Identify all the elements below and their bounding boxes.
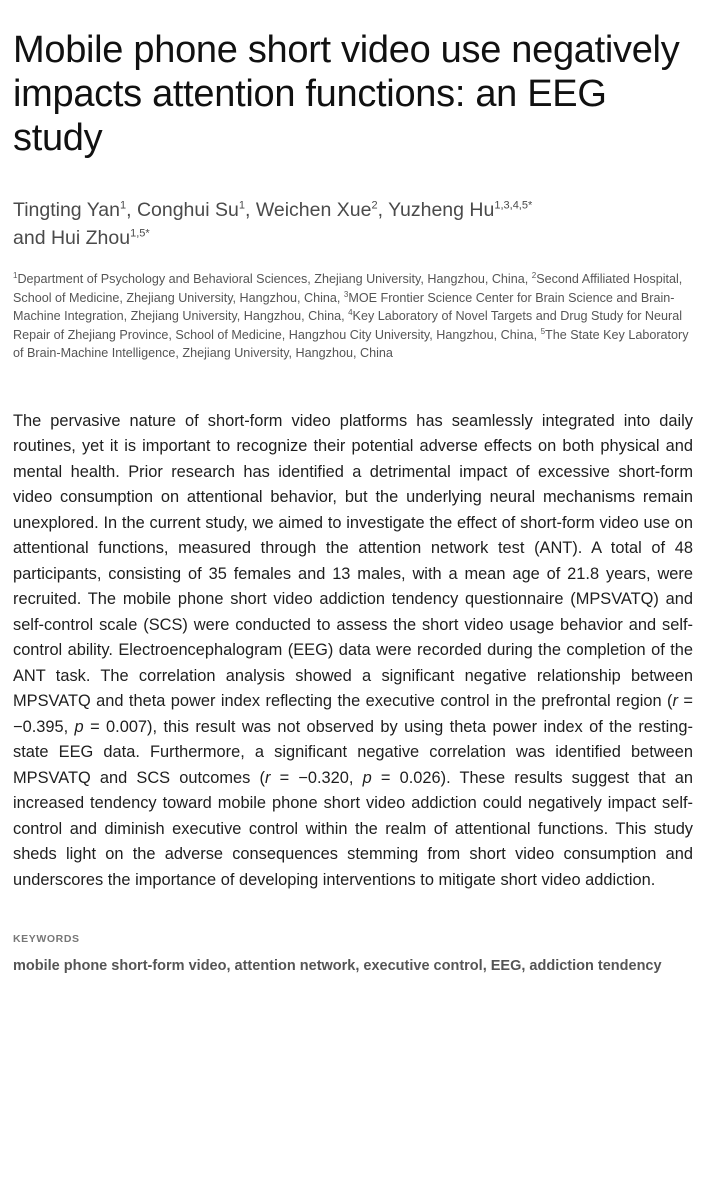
author-name[interactable]: Yuzheng $Hu^{1,3,4,5*}$ <box>388 199 533 221</box>
affiliation: Department of Psychology and Behavioral Sciences, Zhejiang University, Hangzhou, China, <box>17 272 532 286</box>
stat-symbol: p <box>74 717 84 736</box>
stat-symbol: r <box>264 768 271 787</box>
article-title: Mobile phone short video use negatively impacts attention functions: an EEG study <box>13 29 680 159</box>
keywords-label: KEYWORDS <box>13 933 80 945</box>
author-name[interactable]: Tingting Yan$^1$ <box>13 199 127 221</box>
article-front-page <box>13 28 693 976</box>
affiliation: The State Key Laboratory of Brain-Machine Intelligence, Zhejiang University, Hangzhou, China <box>13 327 689 360</box>
affiliation: Key Laboratory of Novel Targets and Drug Study for Neural Repair of Zhejiang Province, School of Medicine, Hangzhou City University, Hangzhou, China, <box>13 309 683 342</box>
author-name[interactable]: Conghui Su$^1$ <box>136 199 245 221</box>
affiliation: MOE Frontier Science Center for Brain Science and Brain-Machine Integration, Zhejiang University, Hangzhou, China, <box>13 290 675 323</box>
keywords-list: mobile phone short-form video, attention network, executive control, EEG, addiction tendency <box>13 958 662 974</box>
author-name[interactable]: and Hui Zhou$^{1,5*}$ <box>13 227 150 249</box>
stat-symbol: p <box>362 768 372 787</box>
author-name[interactable]: Weichen Xue$^2$ <box>255 199 378 221</box>
affiliation: Second Affiliated Hospital, School of Medicine, Zhejiang University, Hangzhou, China, <box>13 272 683 305</box>
abstract: The pervasive nature of short-form video platforms has seamlessly integrated into daily routines, yet it is important to recognize their potential adverse effects on both physical and mental health. Prior research has identified a detrimental impact of excessive short-form video consumption on attentional behavior, but the underlying neural mechanisms remain unexplored. In the current study, we aimed to investigate the effect of short-form video use on attentional functions, measured through the attention network test (ANT). A total of 48 participants, consisting of 35 females and 13 males, with a mean age of 21.8 years, were recruited. The mobile phone short video addiction tendency questionnaire (MPSVATQ) and self-control scale (SCS) were conducted to assess the short video usage behavior and self-control ability. Electroencephalogram (EEG) data were recorded during the completion of the ANT task. The correlation analysis showed a significant negative relationship between MPSVATQ and theta power index reflecting the executive control in the prefrontal region (r = −0.395, p = 0.007), this result was not observed by using theta power index of the resting-state EEG data. Furthermore, a significant negative correlation was identified between MPSVATQ and SCS outcomes (r = −0.320, p = 0.026). These results suggest that an increased tendency toward mobile phone short video addiction could negatively impact self-control and diminish executive control within the realm of attentional functions. This study sheds light on the adverse consequences stemming from short video consumption and underscores the importance of developing interventions to mitigate short video addiction. <box>13 411 693 889</box>
author-list: Tingting Yan$^1$, Conghui Su$^1$, Weichen Xue$^2$, Yuzheng $Hu^{1,3,4,5*}$ and Hui Zhou$^{1,5*}$ <box>13 199 533 249</box>
affiliations: $^1$Department of Psychology and Behavioral Sciences, Zhejiang University, Hangzhou, China, $^2$Second Affiliated Hospital, School of Medicine, Zhejiang University, Hangzhou, China, $^3$MOE Frontier Science Center for Brain Science and Brain-Machine Integration, Zhejiang University, Hangzhou, China, $^4$Key Laboratory of Novel Targets and Drug Study for Neural Repair of Zhejiang Province, School of Medicine, Hangzhou City University, Hangzhou, China, $^5$The State Key Laboratory of Brain-Machine Intelligence, Zhejiang University, Hangzhou, China <box>13 270 689 360</box>
stat-symbol: r <box>672 692 678 710</box>
